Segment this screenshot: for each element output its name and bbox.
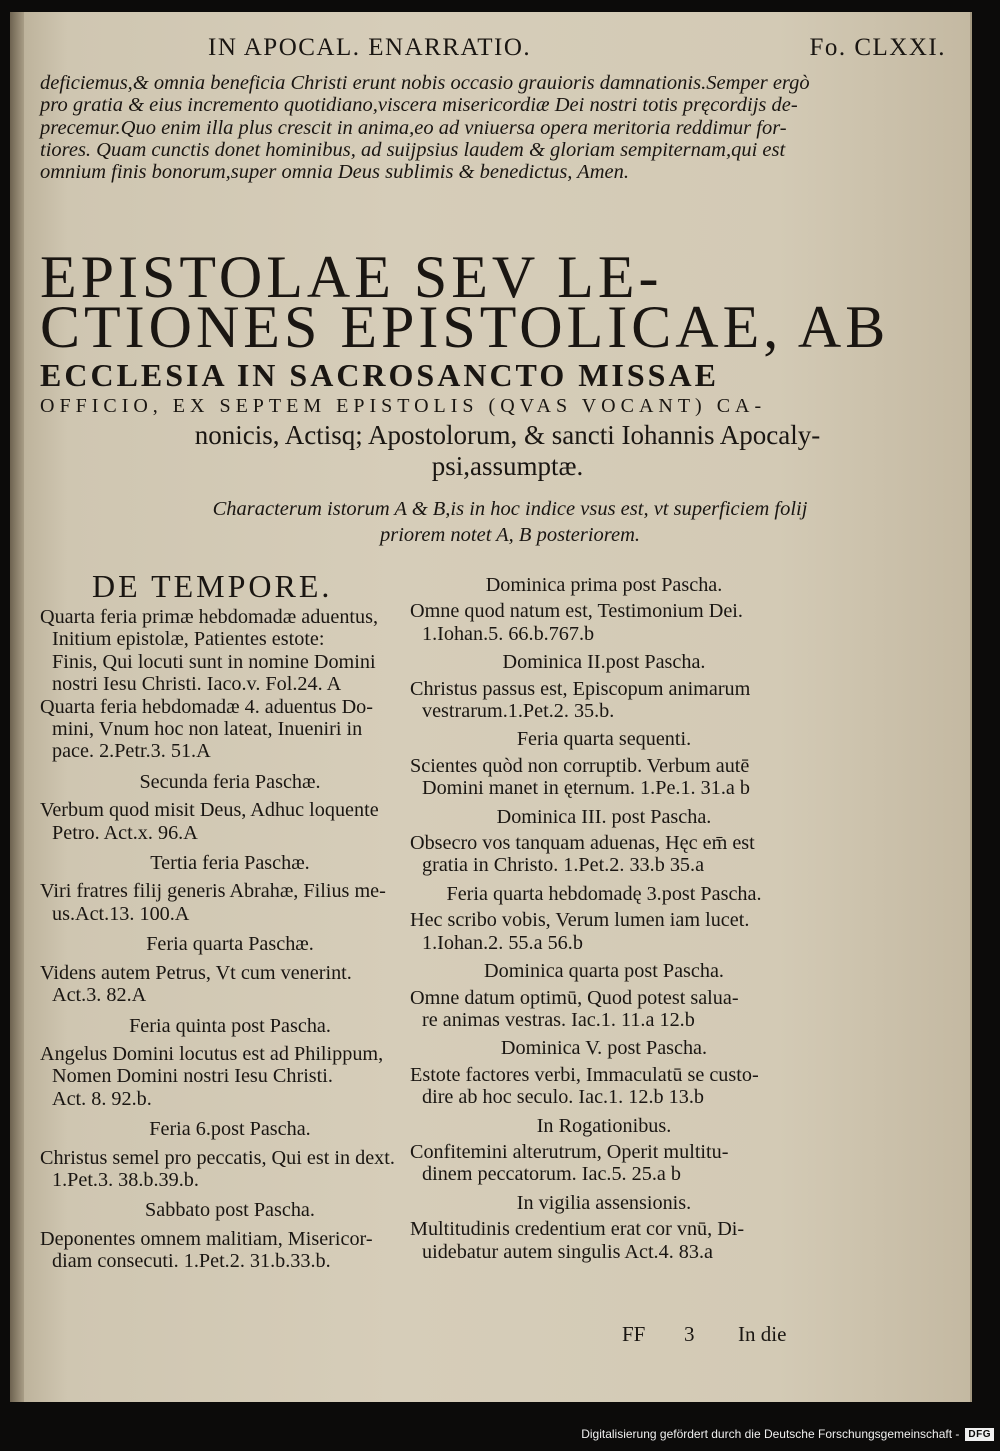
entry-line: Quarta feria primæ hebdomadæ aduentus,	[40, 606, 379, 628]
entry-line: Christus passus est, Episcopum animarum	[410, 677, 751, 700]
entry-line: Act.3. 82.A	[52, 984, 147, 1007]
title-line-3: ECCLESIA IN SACROSANCTO MISSAE	[40, 357, 719, 393]
entry-line: Viri fratres filij generis Abrahæ, Filius me-	[40, 880, 386, 903]
footer-text: Digitalisierung gefördert durch die Deutsche Forschungsgemeinschaft -	[581, 1427, 960, 1441]
index-entry	[40, 852, 420, 925]
dfg-logo: DFG	[965, 1428, 994, 1441]
entry-line: 1.Iohan.2. 55.a 56.b	[422, 931, 583, 954]
de-tempore-heading: DE TEMPORE.	[92, 568, 333, 604]
index-entry	[40, 933, 420, 1006]
entry-heading: Feria quinta post Pascha.	[129, 1014, 331, 1037]
entry-line: Initium epistolæ, Patientes estote:	[52, 628, 325, 651]
intro-line: tiores. Quam cunctis donet hominibus, ad suijpsius laudem & gloriam sempiternam,qui est	[40, 138, 786, 161]
signature-number: 3	[684, 1322, 695, 1346]
entry-heading: In Rogationibus.	[536, 1114, 672, 1137]
intro-paragraph	[40, 72, 975, 183]
entry-line: nostri Iesu Christi. Iaco.v. Fol.24. A	[52, 673, 342, 696]
entry-line: Omne quod natum est, Testimonium Dei.	[410, 600, 743, 623]
entry-heading: Dominica quarta post Pascha.	[484, 960, 724, 983]
entry-line: gratia in Christo. 1.Pet.2. 33.b 35.a	[422, 854, 705, 877]
index-entry	[410, 960, 798, 1031]
entry-line: Confitemini alterutrum, Operit multitu-	[410, 1140, 729, 1163]
entry-heading: Secunda feria Paschæ.	[139, 770, 321, 793]
entry-line: uidebatur autem singulis Act.4. 83.a	[422, 1240, 713, 1263]
entry-line: Scientes quòd non corruptib. Verbum autē	[410, 754, 750, 777]
entry-line: Videns autem Petrus, Vt cum venerint.	[40, 961, 352, 984]
entry-heading: Feria quarta Paschæ.	[146, 933, 314, 956]
entry-line: vestrarum.1.Pet.2. 35.b.	[422, 700, 615, 723]
entry-line: Christus semel pro peccatis, Qui est in dext.	[40, 1146, 395, 1169]
index-entry	[410, 728, 798, 799]
entry-line: 1.Iohan.5. 66.b.767.b	[422, 622, 595, 645]
book-page	[10, 12, 972, 1402]
entry-heading: Sabbato post Pascha.	[145, 1199, 315, 1222]
folio-number: Fo. CLXXI.	[809, 34, 946, 61]
signature-mark: FF	[622, 1322, 646, 1346]
index-entry	[40, 771, 420, 844]
entry-line: Quarta feria hebdomadæ 4. aduentus Do-	[40, 695, 373, 718]
section-title	[40, 244, 975, 482]
entry-heading: Dominica V. post Pascha.	[500, 1037, 708, 1060]
entry-line: Petro. Act.x. 96.A	[52, 821, 198, 844]
left-entries	[40, 606, 420, 1273]
index-entry	[40, 606, 420, 696]
intro-line: pro gratia & eius incremento quotidiano,viscera misericordiæ Dei nostri totis pręcordijs de-	[40, 94, 798, 117]
left-column	[40, 568, 420, 1273]
index-note	[70, 496, 950, 548]
entry-line: diam consecuti. 1.Pet.2. 31.b.33.b.	[52, 1250, 331, 1273]
index-entry	[410, 806, 798, 877]
index-entry	[40, 696, 420, 763]
index-entry	[410, 1115, 798, 1186]
index-entry	[40, 1118, 420, 1191]
entry-heading: Feria 6.post Pascha.	[149, 1118, 311, 1141]
entry-heading: Dominica II.post Pascha.	[502, 651, 706, 674]
running-header	[180, 34, 946, 70]
note-line-1: Characterum istorum A & B,is in hoc indice vsus est, vt superficiem folij	[212, 498, 808, 520]
entry-line: Omne datum optimū, Quod potest salua-	[410, 986, 739, 1009]
entry-heading: Dominica III. post Pascha.	[496, 805, 712, 828]
intro-line: omnium finis bonorum,super omnia Deus sublimis & benedictus, Amen.	[40, 161, 629, 184]
catchword: In die	[738, 1322, 787, 1346]
entry-line: Verbum quod misit Deus, Adhuc loquente	[40, 799, 379, 822]
index-entry	[410, 883, 798, 954]
intro-line: precemur.Quo enim illa plus crescit in anima,eo ad vniuersa opera meritoria reddimur for-	[40, 116, 787, 139]
page-gutter-shadow	[10, 12, 24, 1402]
entry-heading: Tertia feria Paschæ.	[150, 852, 310, 875]
title-line-1: EPISTOLAE SEV LE-	[40, 244, 663, 310]
entry-line: Obsecro vos tanquam aduenas, Hęc em̄ est	[410, 832, 755, 855]
entry-line: Estote factores verbi, Immaculatū se custo-	[410, 1063, 759, 1086]
index-entry	[410, 651, 798, 722]
entry-line: mini, Vnum hoc non lateat, Inueniri in	[52, 718, 363, 741]
entry-line: Finis, Qui locuti sunt in nomine Domini	[52, 650, 376, 673]
digitization-footer	[581, 1423, 994, 1445]
right-entries	[410, 574, 798, 1263]
title-line-4: OFFICIO, EX SEPTEM EPISTOLIS (QVAS VOCANT) CA-	[40, 395, 767, 417]
entry-heading: In vigilia assensionis.	[516, 1191, 692, 1214]
entry-heading: Feria quarta hebdomadę 3.post Pascha.	[446, 882, 762, 905]
note-line-2: priorem notet A, B posteriorem.	[379, 524, 641, 546]
title-line-2: CTIONES EPISTOLICAE, AB	[40, 294, 890, 360]
entry-line: dinem peccatorum. Iac.5. 25.a b	[422, 1163, 681, 1186]
index-entry	[410, 1192, 798, 1263]
entry-line: Act. 8. 92.b.	[52, 1087, 152, 1110]
entry-line: Domini manet in ęternum. 1.Pe.1. 31.a b	[422, 777, 750, 800]
entry-line: Angelus Domini locutus est ad Philippum,	[40, 1042, 384, 1065]
intro-line: deficiemus,& omnia beneficia Christi erunt nobis occasio grauioris damnationis.Semper ergò	[40, 72, 810, 94]
entry-line: us.Act.13. 100.A	[52, 902, 190, 925]
index-entry	[410, 574, 798, 645]
entry-line: pace. 2.Petr.3. 51.A	[52, 740, 211, 763]
entry-line: dire ab hoc seculo. Iac.1. 12.b 13.b	[422, 1086, 704, 1109]
title-line-6: psi,assumptæ.	[431, 451, 584, 481]
entry-line: Deponentes omnem malitiam, Misericor-	[40, 1227, 373, 1250]
entry-line: Hec scribo vobis, Verum lumen iam lucet.	[410, 909, 750, 932]
entry-line: Nomen Domini nostri Iesu Christi.	[52, 1065, 333, 1088]
right-column	[410, 568, 798, 1263]
running-title: IN APOCAL. ENARRATIO.	[208, 34, 532, 61]
title-line-5: nonicis, Actisq; Apostolorum, & sancti Iohannis Apocaly-	[194, 420, 821, 450]
entry-line: Multitudinis credentium erat cor vnū, Di-	[410, 1218, 745, 1241]
index-entry	[40, 1015, 420, 1111]
entry-line: 1.Pet.3. 38.b.39.b.	[52, 1168, 199, 1191]
index-entry	[410, 1037, 798, 1108]
entry-line: re animas vestras. Iac.1. 11.a 12.b	[422, 1008, 695, 1031]
entry-heading: Feria quarta sequenti.	[516, 728, 692, 751]
entry-heading: Dominica prima post Pascha.	[485, 574, 723, 596]
index-entry	[40, 1199, 420, 1272]
